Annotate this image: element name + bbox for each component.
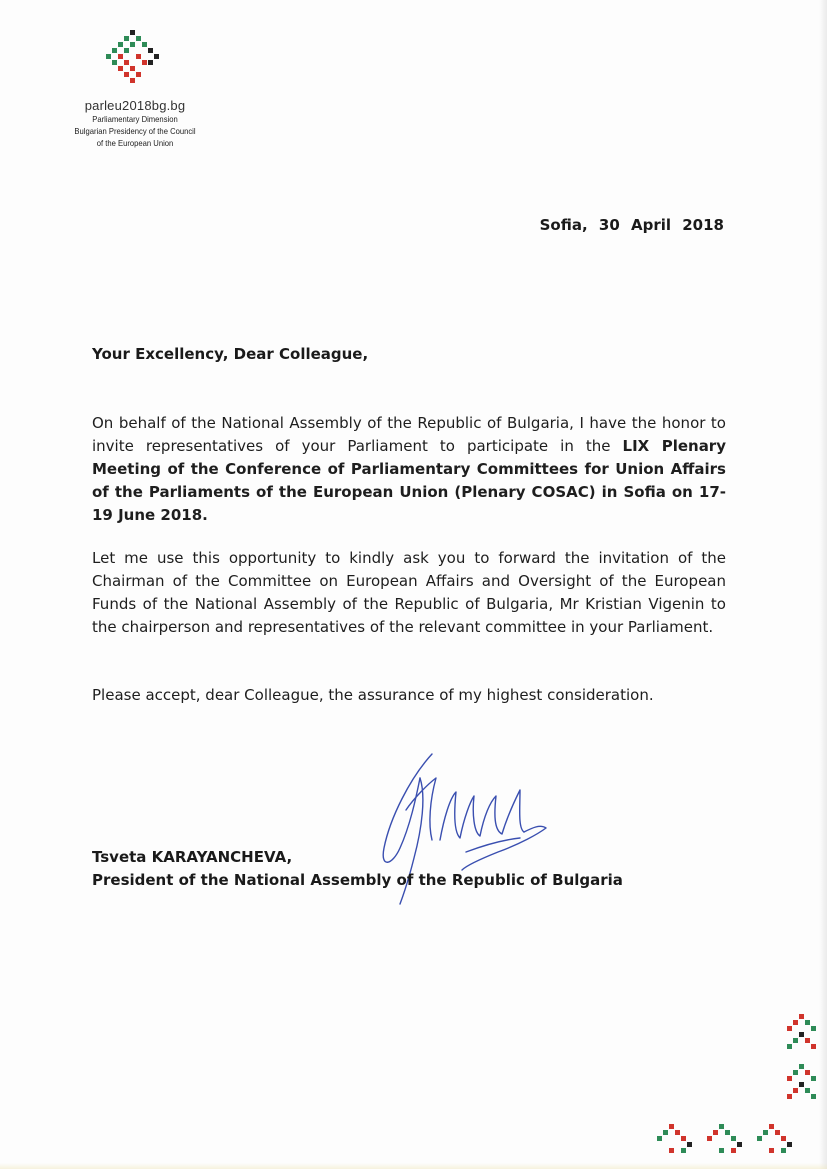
signer-block (92, 846, 623, 892)
page-bottom-tint (0, 1163, 827, 1169)
paragraph-invitation-bold: LIX Plenary Meeting of the Conference of Parliamentary Committees for Union Affairs of the Parliaments of the European Union (Plenary COSAC) in Sofia on 17-19 June 2018. (92, 437, 726, 524)
header-line-2: Bulgarian Presidency of the Council (74, 126, 196, 136)
letterhead (60, 28, 210, 149)
paragraph-forward-request: Let me use this opportunity to kindly ask you to forward the invitation of the Chairman of the Committee on European Affairs and Oversight of the European Funds of the National Assembly of the Republic of Bulgaria, Mr Kristian Vigenin to the chairperson and representatives of the relevant committee in your Parliament. (92, 549, 726, 636)
signer-title: President of the National Assembly of the Republic of Bulgaria (92, 871, 623, 889)
paragraph-invitation-text: On behalf of the National Assembly of the Republic of Bulgaria, I have the honor to invite representatives of your Parliament to participate in the (92, 414, 726, 455)
header-line-1: Parliamentary Dimension (92, 114, 178, 124)
presidency-logo-icon (100, 28, 170, 88)
salutation: Your Excellency, Dear Colleague, (92, 345, 369, 363)
site-url: parleu2018bg.bg (84, 98, 186, 113)
corner-ornament-icon (647, 1004, 827, 1169)
paragraph-invitation (92, 412, 726, 527)
header-line-3: of the European Union (96, 138, 174, 148)
signer-name: Tsveta KARAYANCHEVA, (92, 848, 293, 866)
paragraph-closing: Please accept, dear Colleague, the assurance of my highest consideration. (92, 686, 654, 704)
letter-date: Sofia, 30 April 2018 (539, 216, 724, 234)
page-edge-shadow (819, 0, 827, 1169)
